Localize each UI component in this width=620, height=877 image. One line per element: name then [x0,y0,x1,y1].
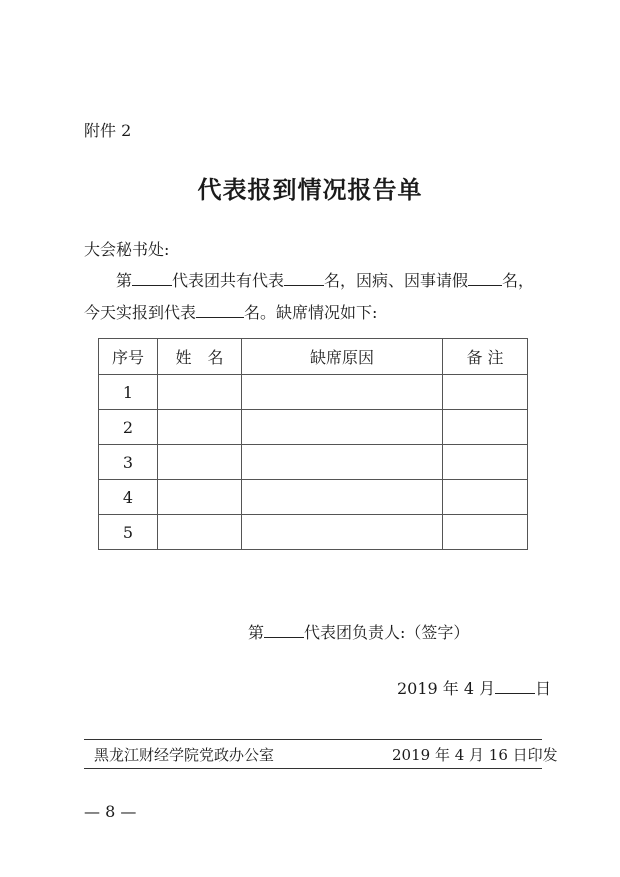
cell-reason[interactable] [242,445,443,480]
text-segment: 代表团负责人:（签字） [304,623,470,642]
cell-no: 1 [99,375,158,410]
cell-reason[interactable] [242,375,443,410]
blank-delegation-number[interactable] [132,271,172,286]
text-segment: 2019 年 4 月 [397,679,496,698]
text-segment: 名。缺席情况如下: [244,303,378,322]
cell-no: 2 [99,410,158,445]
attachment-label: 附件 2 [84,121,132,140]
cell-note[interactable] [443,480,528,515]
text-segment: 第 [116,271,133,290]
paragraph-line-2 [84,300,377,323]
blank-total-delegates[interactable] [284,271,324,286]
cell-name[interactable] [158,410,242,445]
table-row [99,515,528,550]
absence-table [98,338,528,550]
cell-note[interactable] [443,445,528,480]
blank-delegation-sign[interactable] [264,623,304,638]
header-name: 姓 名 [158,339,242,375]
header-note: 备 注 [443,339,528,375]
footer-top-rule [84,739,542,740]
footer-issuer: 黑龙江财经学院党政办公室 [94,746,275,764]
table-row [99,480,528,515]
cell-reason[interactable] [242,480,443,515]
text-segment: 日 [535,679,552,698]
cell-no: 5 [99,515,158,550]
text-segment: 今天实报到代表 [84,303,197,322]
cell-reason[interactable] [242,410,443,445]
cell-note[interactable] [443,515,528,550]
table-row [99,375,528,410]
cell-reason[interactable] [242,515,443,550]
signature-line [248,620,469,643]
cell-no: 4 [99,480,158,515]
blank-day[interactable] [495,679,535,694]
table-row [99,410,528,445]
text-segment: 第 [248,623,265,642]
table-row [99,445,528,480]
text-segment: 代表团共有代表 [172,271,285,290]
header-no: 序号 [99,339,158,375]
text-segment: 名，因病、因事请假 [324,271,469,290]
paragraph-line-1 [116,268,534,291]
cell-note[interactable] [443,410,528,445]
cell-name[interactable] [158,375,242,410]
page-number: — 8 — [84,802,137,821]
date-line [397,676,551,699]
cell-name[interactable] [158,445,242,480]
blank-reported-count[interactable] [196,303,244,318]
footer-bottom-rule [84,768,542,769]
cell-name[interactable] [158,480,242,515]
text-segment: 名， [502,271,535,290]
footer-issue-date: 2019 年 4 月 16 日印发 [392,746,558,764]
cell-name[interactable] [158,515,242,550]
table-header-row [99,339,528,375]
salutation: 大会秘书处: [84,240,170,259]
page-title: 代表报到情况报告单 [197,176,423,204]
header-reason: 缺席原因 [242,339,443,375]
cell-no: 3 [99,445,158,480]
blank-leave-count[interactable] [468,271,502,286]
cell-note[interactable] [443,375,528,410]
